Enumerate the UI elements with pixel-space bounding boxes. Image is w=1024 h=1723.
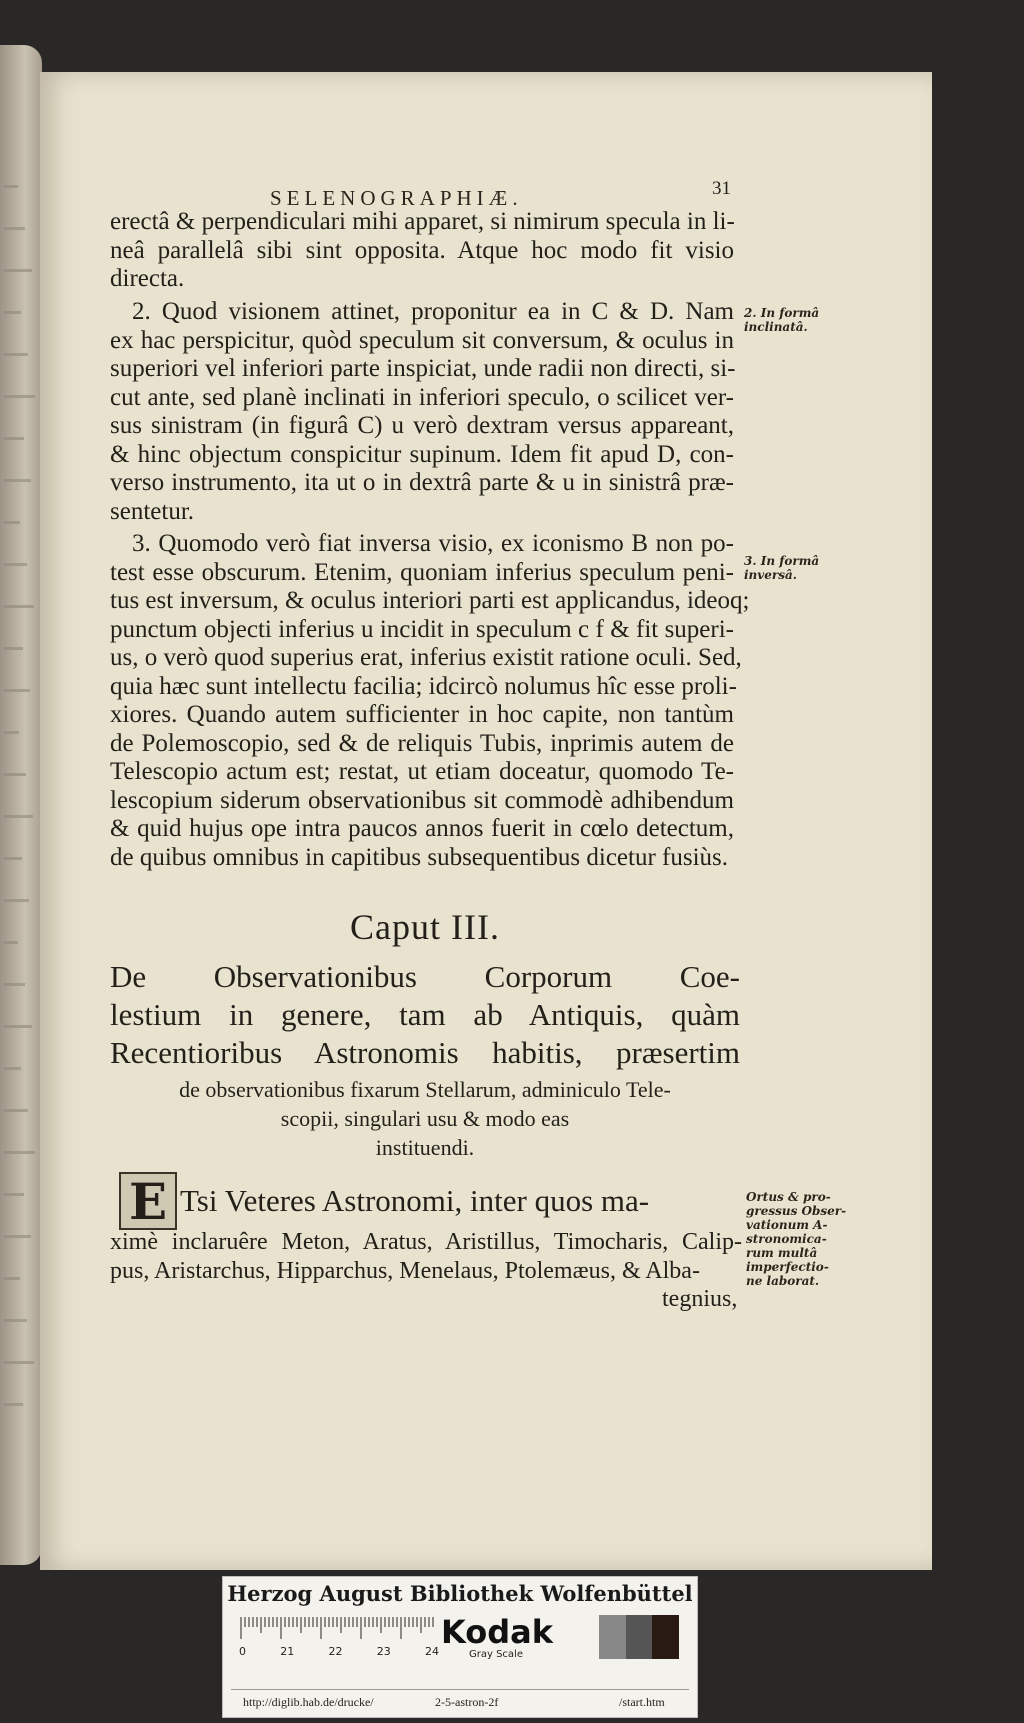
text-line: cut ante, sed planè inclinati in inferiori speculo, o scilicet ver- <box>110 383 734 411</box>
margin-note-3 <box>744 554 819 582</box>
margin-note-line: inversâ. <box>744 568 797 582</box>
url-mid: 2-5-astron-2f <box>435 1695 499 1709</box>
url-left: http://diglib.hab.de/drucke/ <box>243 1695 374 1709</box>
bleed-through-mark <box>4 437 24 440</box>
margin-note-line: 2. In formâ <box>744 306 820 320</box>
bleed-through-mark <box>4 983 25 986</box>
text-line: Telescopio actum est; restat, ut etiam doceatur, quomodo Te- <box>110 758 734 785</box>
subtitle-line: instituendi. <box>375 1135 475 1160</box>
text-line: punctum objecti inferius u incidit in speculum c f & fit superi- <box>110 615 734 643</box>
margin-note-4 <box>746 1190 846 1288</box>
margin-note-line: rum multâ <box>746 1246 818 1260</box>
bleed-through-mark <box>4 227 25 230</box>
subtitle-line: scopii, singulari usu & modo eas <box>280 1106 570 1131</box>
text-line: neâ parallelâ sibi sint opposita. Atque hoc modo fit visio <box>110 236 734 264</box>
bleed-through-mark <box>4 311 21 314</box>
ruler-numbers <box>239 1645 439 1658</box>
margin-note-line: Ortus & pro- <box>746 1190 831 1204</box>
margin-note-2 <box>744 306 819 334</box>
chapter-heading: Caput III. <box>350 907 500 947</box>
text-line: 3. Quomodo verò fiat inversa visio, ex iconismo B non po- <box>132 530 734 557</box>
bleed-through-mark <box>4 563 27 566</box>
bleed-through-mark <box>4 605 34 608</box>
adjacent-page-edge <box>0 45 42 1565</box>
bleed-through-mark <box>4 731 19 734</box>
bleed-through-mark <box>4 1319 27 1322</box>
bleed-through-mark <box>4 857 22 860</box>
margin-note-line: vationum A- <box>746 1218 828 1232</box>
bleed-through-mark <box>4 1403 23 1406</box>
text-line: erectâ & perpendiculari mihi apparet, si nimirum specula in li- <box>110 208 735 235</box>
chapter-title-line: Recentioribus Astronomis habitis, præsertim <box>110 1035 740 1070</box>
ruler-number: 22 <box>328 1645 343 1658</box>
margin-note-line: inclinatâ. <box>744 320 808 334</box>
bleed-through-mark <box>4 1151 35 1154</box>
bleed-through-mark <box>4 1277 20 1280</box>
text-line: xiores. Quando autem sufficienter in hoc capite, non tantùm <box>110 701 734 728</box>
text-line: directa. <box>110 265 185 292</box>
bleed-through-mark <box>4 1067 21 1070</box>
ruler-number: 23 <box>376 1645 391 1658</box>
text-line: lescopium siderum observationibus sit commodè adhibendum <box>110 786 734 814</box>
card-divider <box>231 1689 689 1690</box>
text-line: superiori vel inferiori parte inspiciat, unde radii non directi, si- <box>110 355 736 382</box>
bleed-through-mark <box>4 521 20 524</box>
running-head: SELENOGRAPHIÆ. <box>270 186 523 210</box>
text-line: ximè inclaruêre Meton, Aratus, Aristillus, Timocharis, Calip- <box>110 1229 742 1255</box>
chapter-subtitle <box>110 1075 740 1162</box>
text-line: de quibus omnibus in capitibus subsequentibus dicetur fusiùs. <box>110 843 729 871</box>
library-color-card <box>222 1576 698 1718</box>
text-line: pus, Aristarchus, Hipparchus, Menelaus, Ptolemæus, & Alba- <box>110 1258 700 1284</box>
ruler-icon <box>239 1613 435 1645</box>
intro-first-line: Tsi Veteres Astronomi, inter quos ma- <box>180 1183 650 1218</box>
bleed-through-mark <box>4 815 33 818</box>
bleed-through-mark <box>4 353 28 356</box>
chapter-title-line: De Observationibus Corporum Coe- <box>110 959 740 994</box>
paragraph-2 <box>110 298 734 526</box>
bleed-through-mark <box>4 479 31 482</box>
decorated-initial: E <box>119 1172 177 1230</box>
bleed-through-mark <box>4 1109 28 1112</box>
ruler-number: 24 <box>425 1645 439 1658</box>
text-line: us, o verò quod superius erat, inferius existit ratione oculi. Sed, <box>110 644 742 671</box>
text-line: 2. Quod visionem attinet, proponitur ea in C & D. Nam <box>132 298 734 325</box>
text-line: ex hac perspicitur, quòd speculum sit conversum, & oculus in <box>110 326 734 354</box>
library-name: Herzog August Bibliothek Wolfenbüttel <box>227 1581 693 1606</box>
bleed-through-mark <box>4 1193 24 1196</box>
text-line: test esse obscurum. Etenim, quoniam inferius speculum peni- <box>110 558 734 586</box>
text-line: & quid hujus ope intra paucos annos fuerit in cœlo detectum, <box>110 815 734 842</box>
text-line: tus est inversum, & oculus interiori parti est applicandus, ideoq; <box>110 587 750 614</box>
margin-note-line: imperfectio- <box>746 1260 829 1274</box>
ruler-number: 21 <box>280 1645 295 1658</box>
bleed-through-mark <box>4 647 23 650</box>
bleed-through-mark <box>4 899 29 902</box>
bleed-through-mark <box>4 395 35 398</box>
kodak-logo: Kodak <box>441 1613 553 1651</box>
bleed-through-mark <box>4 1235 31 1238</box>
text-line: & hinc objectum conspicitur supinum. Idem fit apud D, con- <box>110 440 734 468</box>
ruler-number: 0 <box>239 1645 246 1658</box>
text-line: sus sinistram (in figurâ C) u verò dextram versus appareant, <box>110 412 734 439</box>
text-line: quia hæc sunt intellectu facilia; idcircò nolumus hîc esse proli- <box>110 672 737 700</box>
page-number: 31 <box>712 178 731 199</box>
margin-note-line: ne laborat. <box>746 1274 820 1288</box>
gray-scale-label: Gray Scale <box>469 1649 523 1660</box>
text-line: sentetur. <box>110 497 195 525</box>
catchword: tegnius, <box>662 1286 738 1312</box>
margin-note-line: gressus Obser- <box>746 1204 847 1218</box>
intro-paragraph <box>110 1228 742 1286</box>
paragraph-1 <box>110 208 734 294</box>
text-line: de Polemoscopio, sed & de reliquis Tubis, inprimis autem de <box>110 729 734 757</box>
bleed-through-mark <box>4 689 30 692</box>
gray-swatches <box>599 1615 679 1659</box>
bleed-through-mark <box>4 773 26 776</box>
chapter-title <box>110 958 740 1072</box>
text-line: verso instrumento, ita ut o in dextrâ parte & u in sinistrâ præ- <box>110 469 734 496</box>
margin-note-line: stronomica- <box>746 1232 827 1246</box>
subtitle-line: de observationibus fixarum Stellarum, adminiculo Tele- <box>179 1077 671 1102</box>
paragraph-3 <box>110 530 750 872</box>
bleed-through-mark <box>4 185 18 188</box>
margin-note-line: 3. In formâ <box>744 554 820 568</box>
chapter-title-line: lestium in genere, tam ab Antiquis, quàm <box>110 997 740 1032</box>
bleed-through-mark <box>4 1025 32 1028</box>
bleed-through-mark <box>4 941 18 944</box>
bleed-through-mark <box>4 1361 34 1364</box>
url-right: /start.htm <box>619 1695 665 1709</box>
bleed-through-mark <box>4 269 32 272</box>
